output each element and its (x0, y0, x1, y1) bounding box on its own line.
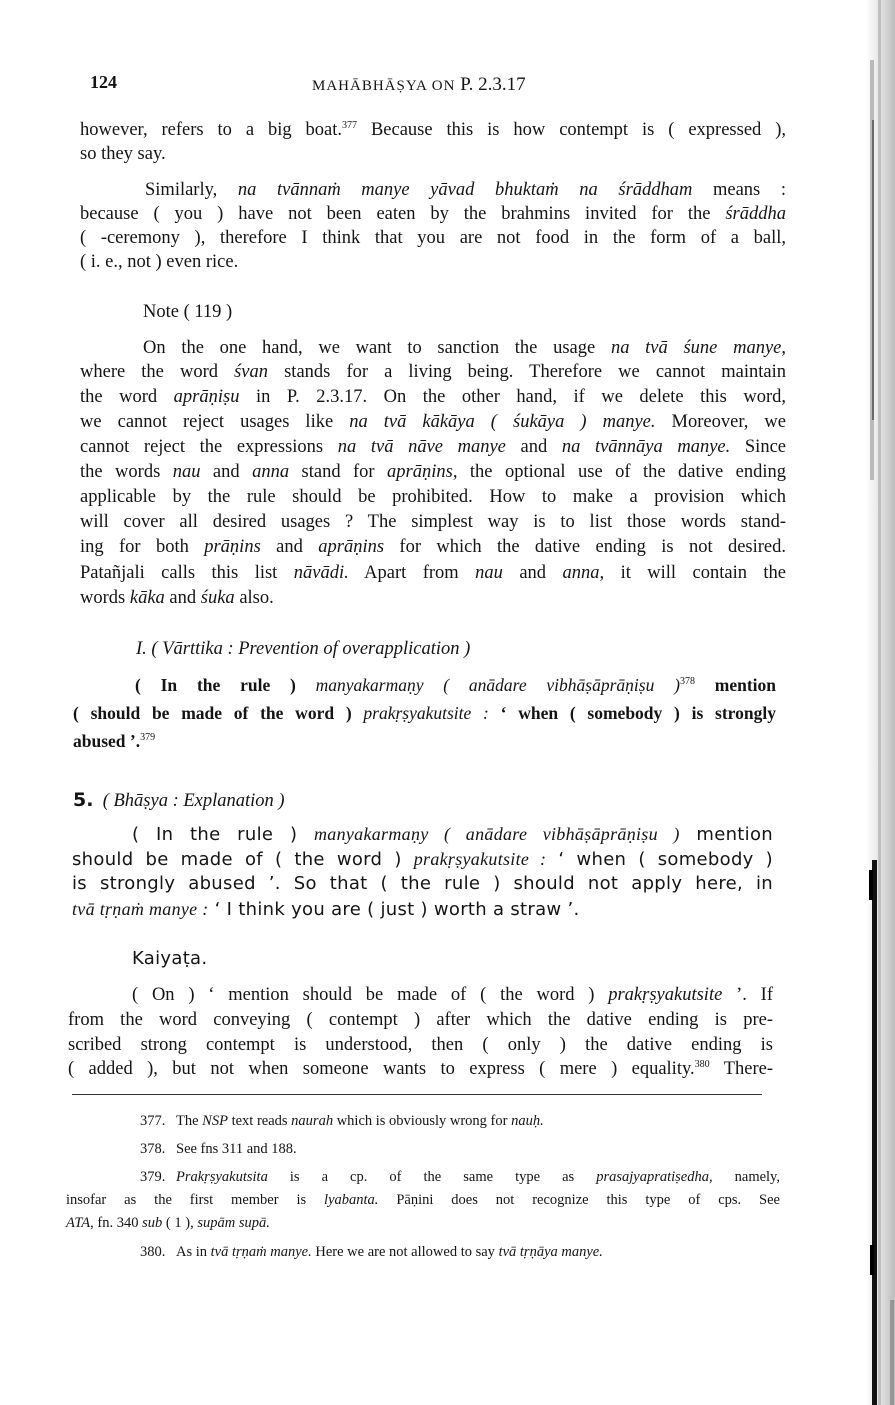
text: Similarly, (145, 180, 238, 200)
varttika-line1 (135, 673, 776, 697)
scan-edge-shadow (866, 0, 895, 1405)
text: stand for (289, 462, 388, 482)
footnote-number: 380. (140, 1244, 166, 1260)
italic-text: nauḥ. (511, 1113, 544, 1129)
text: where the word (80, 362, 235, 382)
sanskrit-text: prakṛṣyakutsite : (363, 703, 489, 723)
sanskrit-text: manyakarmaṇy ( anādare vibhāṣāprāṇiṣu ) (313, 824, 680, 844)
sanskrit-text: tvā tṛṇaṁ manye : (72, 899, 209, 919)
text: for which the dative ending is not desired. (384, 537, 787, 557)
para2-line4: ( i. e., not ) even rice. (80, 252, 239, 272)
footnote-380 (140, 1240, 780, 1264)
text: text reads (227, 1113, 292, 1129)
italic-text: ATA (66, 1215, 91, 1231)
sanskrit-text: na tvānnaṁ manye yāvad bhuktaṁ na śrāddham (237, 180, 693, 200)
sanskrit-text: prakṛṣyakutsite : (413, 849, 547, 869)
text: the word (80, 387, 174, 407)
text: ( In the rule ) (135, 675, 316, 695)
text: As in (176, 1244, 211, 1260)
sanskrit-text: na tvā kākāya ( śukāya ) manye. (349, 412, 656, 432)
footnote-379-line3 (66, 1211, 771, 1235)
italic-text: tvā tṛṇāya manye. (498, 1244, 603, 1260)
text: stands for a living being. Therefore we cannot maintain (268, 362, 786, 382)
text: Apart from (348, 563, 476, 583)
text: ‘ when ( somebody ) is strongly (488, 703, 776, 723)
text: however, refers to a big boat. (80, 120, 343, 140)
text: ( should be made of the word ) (73, 703, 364, 723)
text: ’. If (722, 985, 773, 1005)
kaiyata-line1 (132, 983, 773, 1007)
italic-text: lyabanta. (324, 1192, 379, 1208)
text: and (505, 437, 562, 457)
note-heading: Note ( 119 ) (143, 302, 233, 322)
text: and (164, 588, 201, 608)
text: mention (679, 824, 773, 845)
running-head-ref: P. 2.3.17 (460, 74, 526, 95)
sanskrit-text: aprāṇiṣu (173, 387, 240, 407)
italic-text: NSP (202, 1113, 228, 1129)
para2-line2 (80, 202, 786, 226)
footnote-ref-378: 378 (679, 676, 695, 688)
note-line1 (143, 336, 786, 360)
running-head-title: MAHĀBHĀṢYA ON (312, 78, 456, 94)
text: the words (80, 462, 173, 482)
text: , the optional use of the dative ending (452, 462, 787, 482)
text: and (502, 563, 563, 583)
varttika-line2 (73, 701, 776, 725)
text: , (781, 338, 786, 358)
text: should be made of ( the word ) (72, 849, 414, 870)
text: which is obviously wrong for (333, 1113, 512, 1129)
text: because ( you ) have not been eaten by the brahmins invited for the (80, 204, 726, 224)
sanskrit-text: aprāṇins (318, 537, 385, 557)
kaiyata-heading: Kaiyaṭa. (132, 948, 208, 969)
bhasya-line2 (72, 847, 773, 872)
sanskrit-text: manyakarmaṇy ( anādare vibhāṣāprāṇiṣu ) (315, 675, 680, 695)
text: and (260, 537, 319, 557)
text: , fn. 340 (90, 1215, 143, 1231)
text: Here we are not allowed to say (311, 1244, 499, 1260)
note-line4 (80, 410, 786, 434)
text: ( added ), but not when someone wants to express ( mere ) equality. (68, 1059, 695, 1079)
italic-text: sub (142, 1215, 163, 1231)
text: words (80, 588, 130, 608)
text: and (200, 462, 253, 482)
bhasya-line3: is strongly abused ’. So that ( the rule ) should not apply here, in (72, 873, 773, 894)
bhasya-heading (73, 788, 779, 813)
sanskrit-text: nau (172, 462, 201, 482)
sanskrit-text: kāka (129, 588, 165, 608)
sanskrit-text: nāvādi. (293, 563, 349, 583)
text: On the one hand, we want to sanction the usage (143, 338, 611, 358)
note-line5 (80, 435, 786, 459)
text: The (176, 1113, 203, 1129)
heading-text: I. ( Vārttika : Prevention of overapplication ) (136, 639, 471, 659)
text: ‘ when ( somebody ) (546, 849, 773, 870)
text: we cannot reject usages like (80, 412, 350, 432)
note-line6 (80, 460, 786, 484)
sanskrit-text: prakṛṣyakutsite (608, 985, 723, 1005)
text: cannot reject the expressions (80, 437, 338, 457)
footnote-number: 377. (140, 1113, 166, 1129)
sanskrit-text: śrāddha (725, 204, 786, 224)
text: means : (692, 180, 786, 200)
text: also. (234, 588, 274, 608)
sanskrit-text: anna, (562, 563, 605, 583)
footnote-379-line1 (140, 1165, 780, 1189)
section-number: 5. (73, 789, 94, 811)
footnote-ref-377: 377 (342, 119, 358, 131)
text: Moreover, we (655, 412, 786, 432)
footnote-377 (140, 1109, 780, 1133)
sanskrit-text: na tvānnāya manye. (561, 437, 731, 457)
kaiyata-line4 (68, 1057, 773, 1081)
bhasya-line4 (72, 897, 778, 922)
text: See fns 311 and 188. (176, 1141, 297, 1157)
footnote-ref-379: 379 (140, 732, 156, 744)
footnote-separator (72, 1094, 762, 1095)
page-number: 124 (90, 72, 117, 92)
page-header (0, 72, 895, 96)
kaiyata-line2: from the word conveying ( contempt ) after which the dative ending is pre- (68, 1010, 773, 1030)
italic-text: supām supā. (197, 1215, 270, 1231)
note-line10 (80, 561, 786, 585)
text: ‘ I think you are ( just ) worth a straw ’. (208, 899, 580, 920)
text: namely, (712, 1169, 780, 1185)
footnote-378 (140, 1137, 780, 1161)
text: There- (709, 1059, 773, 1079)
italic-text: naurah (291, 1113, 334, 1129)
note-line2 (80, 360, 786, 384)
para2-line3: ( -ceremony ), therefore I think that you are not food in the form of a ball, (80, 228, 786, 248)
running-head (312, 74, 526, 96)
kaiyata-line3: scribed strong contempt is understood, then ( only ) the dative ending is (68, 1035, 773, 1055)
heading-text: ( Bhāṣya : Explanation ) (102, 791, 285, 811)
italic-text: tvā tṛṇaṁ manye. (210, 1244, 312, 1260)
text: Since (730, 437, 786, 457)
sanskrit-text: prāṇins (204, 537, 261, 557)
sanskrit-text: anna (252, 462, 290, 482)
text: insofar as the first member is (66, 1192, 325, 1208)
bhasya-line1 (132, 822, 773, 847)
footnote-ref-380: 380 (694, 1058, 710, 1070)
text: Pāṇini does not recognize this type of cps. See (378, 1192, 780, 1208)
note-line8: will cover all desired usages ? The simplest way is to list those words stand- (80, 512, 786, 532)
para1-line2: so they say. (80, 144, 166, 164)
sanskrit-text: nau (475, 563, 503, 583)
text: Because this is how contempt is ( expressed ), (357, 120, 786, 140)
note-line11 (80, 586, 786, 610)
text: in P. 2.3.17. On the other hand, if we delete this word, (239, 387, 786, 407)
varttika-heading (136, 637, 842, 661)
para2-line1 (145, 178, 786, 202)
text: ing for both (80, 537, 205, 557)
footnote-number: 378. (140, 1141, 166, 1157)
footnote-number: 379. (140, 1169, 166, 1185)
varttika-line3 (73, 729, 779, 753)
text: ( 1 ), (162, 1215, 198, 1231)
text: mention (694, 675, 776, 695)
sanskrit-text: na tvā śune manye (610, 338, 782, 358)
italic-text: prasajyapratiṣedha, (596, 1169, 713, 1185)
text: Patañjali calls this list (80, 563, 294, 583)
footnote-379-line2 (66, 1188, 780, 1212)
sanskrit-text: na tvā nāve manye (337, 437, 506, 457)
italic-text: Prakṛṣyakutsita (176, 1169, 268, 1185)
note-line3 (80, 385, 786, 409)
note-line9 (80, 535, 786, 559)
sanskrit-text: aprāṇins (387, 462, 453, 482)
sanskrit-text: śvan (234, 362, 269, 382)
para1-line1 (80, 118, 786, 142)
text: ( In the rule ) (132, 824, 314, 845)
text: ( On ) ‘ mention should be made of ( the word ) (132, 985, 609, 1005)
sanskrit-text: śuka (200, 588, 235, 608)
text: abused ’. (73, 731, 141, 751)
text: is a cp. of the same type as (267, 1169, 597, 1185)
text: it will contain the (604, 563, 787, 583)
note-line7: applicable by the rule should be prohibited. How to make a provision which (80, 487, 786, 507)
